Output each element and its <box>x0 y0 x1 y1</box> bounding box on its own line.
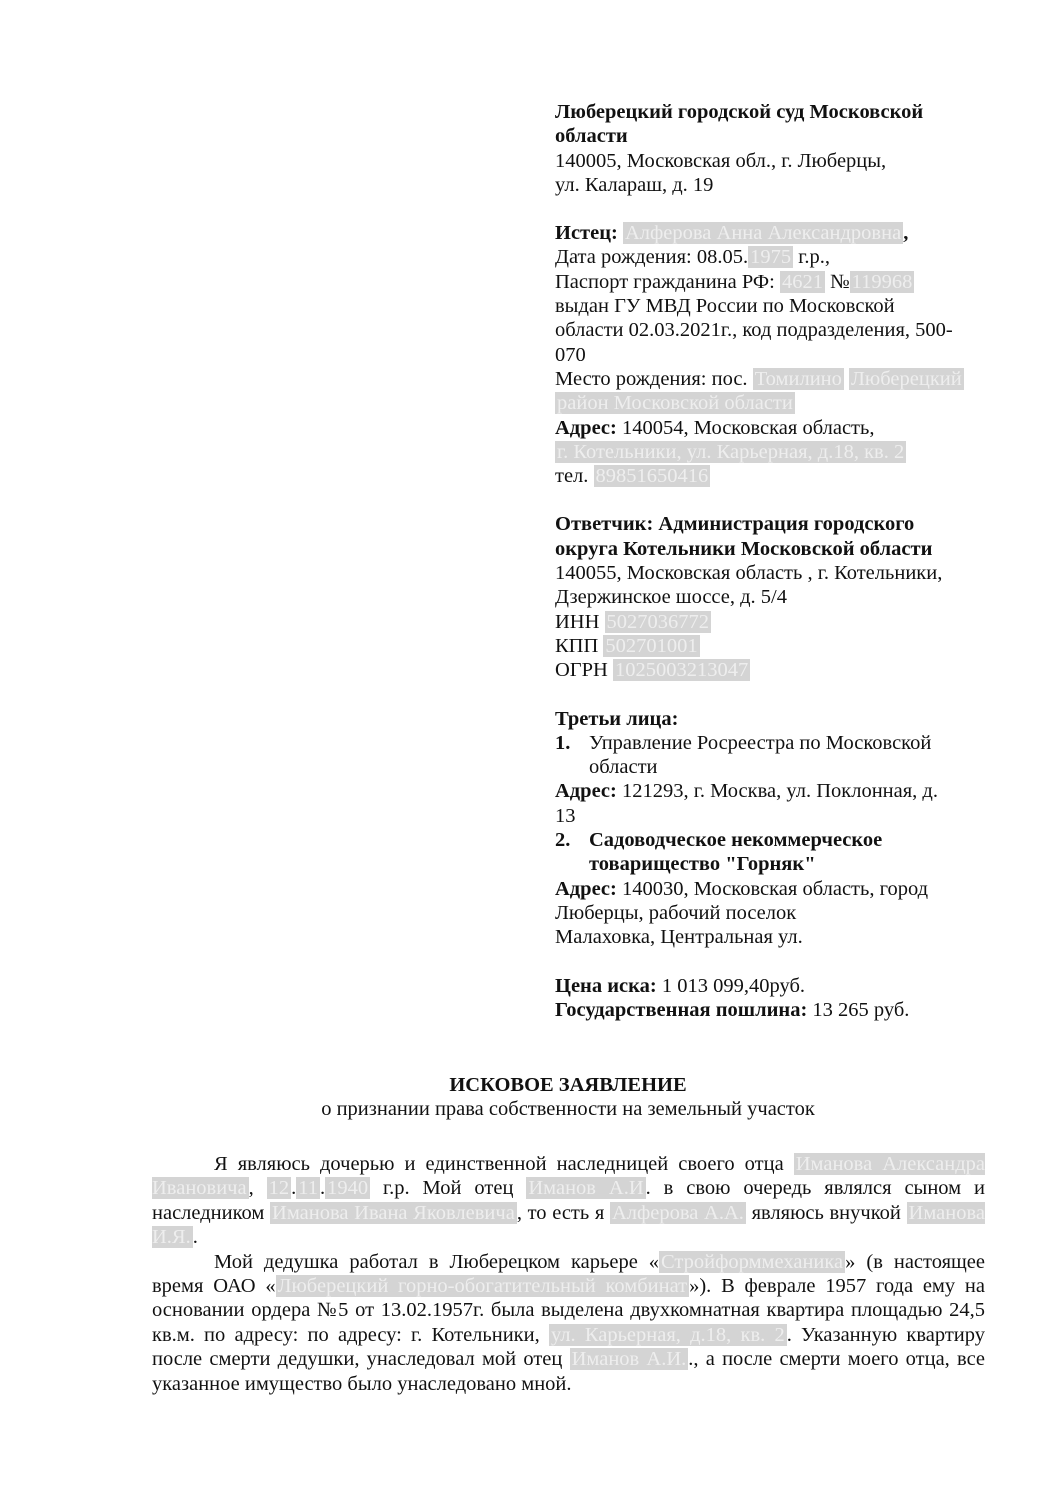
header-block: Люберецкий городской суд Московской области 140005, Московская обл., г. Люберцы, ул. Калараш, д. 19 Истец: Алферова Анна Александровна, Дата рождения: 08.05.1975 г.р., Паспорт гражданина РФ: 4621 №119968 выдан ГУ МВД России по Московской области 02.03.2021г., код подразделения, 500- 070 Место рождения: пос. Томилино Люберецкий район Московской области Адрес: 140054, Московская область, г. Котельники, ул. Карьерная, д.18, кв. 2 тел. 89851650416 Ответчик: Администрация городского округа Котельники Московской области 140055, Московская область , г. Котельники, Дзержинское шоссе, д. 5/4 ИНН 5027036772 КПП 502701001 ОГРН 1025003213047 Третьи лица: 1. Управление Росреестра по Московской области Адрес: 121293, г. Москва, ул. Поклонная, д. 13 2. Садоводческое некоммерческое товарищество "Горняк" Адрес: 140030, Московская область, город Люберцы, рабочий поселок Малаховка, Центральная ул. Цена иска: 1 013 099,40руб. Государственная пошлина: 13 265 руб. <box>555 100 995 1022</box>
redacted-kpp: 502701001 <box>605 634 698 657</box>
claim-price: Цена иска: 1 013 099,40руб. <box>555 974 805 997</box>
redacted-date: 12 <box>268 1177 290 1200</box>
third-party-item: 1. Управление Росреестра по Московской <box>555 731 932 754</box>
defendant-ogrn: ОГРН 1025003213047 <box>555 659 749 682</box>
document-title: ИСКОВОЕ ЗАЯВЛЕНИЕ <box>449 1074 687 1096</box>
redacted-phone: 89851650416 <box>595 465 709 488</box>
defendant-address: 140055, Московская область , г. Котельники, <box>555 562 943 585</box>
redacted-name: Иманова Ивана Яковлевича <box>272 1201 515 1224</box>
redacted-ogrn: 1025003213047 <box>615 659 749 682</box>
redacted-address: г. Котельники, ул. Карьерная, д.18, кв. 2 <box>557 440 905 463</box>
court-address: 140005, Московская обл., г. Люберцы, <box>555 149 887 172</box>
redacted-birthplace: Томилино <box>754 367 842 390</box>
redacted-name: Иманова И.Я. <box>152 1201 985 1249</box>
redacted-name: Иманова Александра Ивановича <box>152 1153 985 1200</box>
paragraph: Я являюсь дочерью и единственной наследницей своего отца Иманова Александра Ивановича, 12.11.1940 г.р. Мой отец Иманов А.И. в свою очередь являлся сыном и наследником Иманова Ивана Яковлевича, то есть я Алферова А.А. являюсь внучкой Иманова И.Я.. <box>152 1153 986 1249</box>
document-body <box>152 1152 985 1396</box>
plaintiff-passport: Паспорт гражданина РФ: 4621 №119968 <box>555 270 913 293</box>
court-name-cont: области <box>555 125 628 148</box>
court-address-cont: ул. Калараш, д. 19 <box>555 173 714 196</box>
passport-issued-cont: области 02.03.2021г., код подразделения, 500- <box>555 319 953 342</box>
passport-issued: выдан ГУ МВД России по Московской <box>555 295 895 318</box>
third-party-address: Адрес: 121293, г. Москва, ул. Поклонная, д. <box>555 780 938 803</box>
plaintiff-address: Адрес: 140054, Московская область, <box>555 416 875 439</box>
defendant-inn: ИНН 5027036772 <box>555 610 710 633</box>
plaintiff-phone: тел. 89851650416 <box>555 465 709 488</box>
redacted-passport-number: 119968 <box>851 270 913 293</box>
redacted-company: Люберецкий горно-обогатительный комбинат <box>277 1275 688 1298</box>
redacted-birthplace: Люберецкий <box>851 367 962 390</box>
defendant-address-cont: Дзержинское шоссе, д. 5/4 <box>555 586 788 609</box>
court-name: Люберецкий городской суд Московской <box>555 101 924 123</box>
defendant-kpp: КПП 502701001 <box>555 634 698 657</box>
redacted-passport-series: 4621 <box>781 270 823 293</box>
defendant-label-cont: округа Котельники Московской области <box>555 537 933 560</box>
redacted-inn: 5027036772 <box>606 610 710 633</box>
paragraph: Мой дедушка работал в Люберецком карьере «Стройформмеханика» (в настоящее время ОАО «Люберецкий горно-обогатительный комбинат»). В феврале 1957 года ему на основании ордера №5 от 13.02.1957г. была выделена двухкомнатная квартира площадью 24,5 кв.м. по адресу: по адресу: г. Котельники, ул. Карьерная, д.18, кв. 2. Указанную квартиру после смерти дедушки, унаследовал мой отец Иманов А.И.., а после смерти моего отца, все указанное имущество было унаследовано мной. <box>152 1250 986 1395</box>
redacted-date: 11 <box>298 1177 319 1200</box>
redacted-plaintiff-name: Алферова Анна Александровна <box>624 222 902 245</box>
document-subtitle: о признании права собственности на земельный участок <box>321 1098 815 1120</box>
redacted-date: 1940 <box>327 1177 369 1200</box>
redacted-name: Иманов А.И. <box>571 1348 687 1371</box>
redacted-name: Иманов А.И <box>528 1177 644 1200</box>
plaintiff-line: Истец: Алферова Анна Александровна, <box>555 222 909 245</box>
redacted-birthplace: район Московской области <box>557 392 793 415</box>
address-label: Адрес: <box>555 416 617 439</box>
plaintiff-label: Истец: <box>555 222 618 245</box>
redacted-address: ул. Карьерная, д.18, кв. 2 <box>550 1323 785 1346</box>
third-parties-label: Третьи лица: <box>555 707 679 730</box>
redacted-birth-year: 1975 <box>750 246 792 269</box>
state-duty: Государственная пошлина: 13 265 руб. <box>555 998 910 1021</box>
defendant-label: Ответчик: Администрация городского <box>555 513 915 536</box>
redacted-company: Стройформмеханика <box>661 1250 844 1273</box>
redacted-name: Алферова А.А. <box>611 1201 744 1224</box>
plaintiff-birthplace: Место рождения: пос. Томилино Люберецкий <box>555 367 962 390</box>
third-party-item: 2. Садоводческое некоммерческое <box>555 829 883 852</box>
third-party-address: Адрес: 140030, Московская область, город <box>555 877 929 900</box>
plaintiff-birth: Дата рождения: 08.05.1975 г.р., <box>555 246 830 269</box>
document-title-block <box>0 1073 1060 1121</box>
passport-issued-code: 070 <box>555 343 586 366</box>
